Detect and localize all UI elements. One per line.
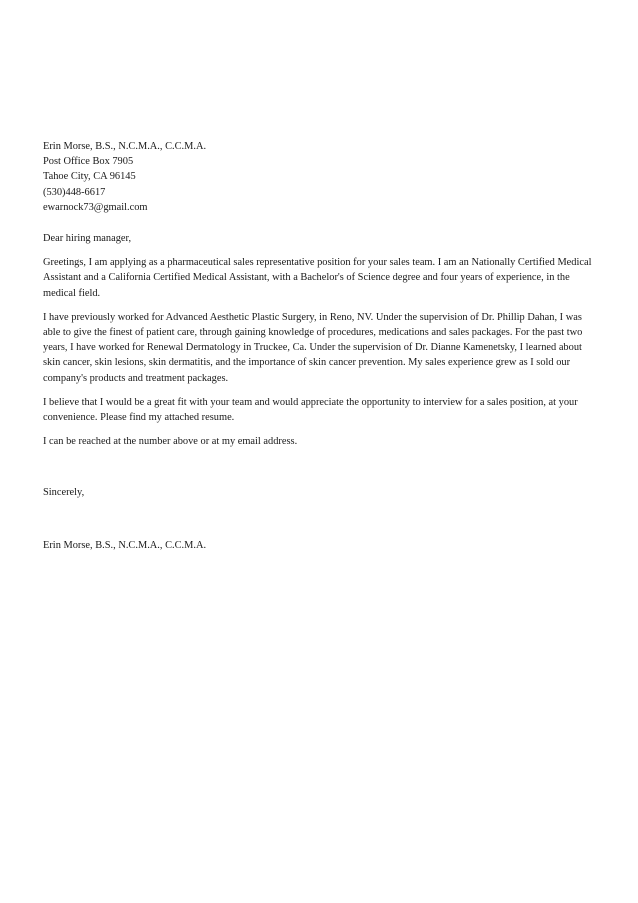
salutation: Dear hiring manager,: [43, 233, 132, 245]
body-paragraph-1: Greetings, I am applying as a pharmaceutical sales representative position for your sales team. I am an Nationally Certified Medical Assistant and a California Certified Medical Assistant, with a Bachelor's of Science degree and four years of experience, in the medical field.: [43, 257, 592, 299]
sender-phone: (530)448-6617: [43, 186, 106, 198]
sender-email: ewarnock73@gmail.com: [43, 201, 148, 213]
body-paragraph-3: I believe that I would be a great fit with your team and would appreciate the opportunity to interview for a sales position, at your convenience. Please find my attached resume.: [43, 396, 578, 424]
body-paragraph-2: I have previously worked for Advanced Aesthetic Plastic Surgery, in Reno, NV. Under the supervision of Dr. Phillip Dahan, I was able to give the finest of patient care, through gaining knowledge of procedures, medications and sales packages. For the past two years, I have worked for Renewal Dermatology in Truckee, Ca. Under the supervision of Dr. Dianne Kamenetsky, I learned about skin cancer, skin lesions, skin dermatitis, and the importance of skin cancer prevention. My sales experience grew as I sold our company's products and treatment packages.: [43, 311, 583, 384]
body-paragraph-4: I can be reached at the number above or at my email address.: [43, 436, 298, 448]
sender-address-block: [43, 139, 599, 215]
sender-address-line2: Tahoe City, CA 96145: [43, 171, 136, 183]
signature-name: Erin Morse, B.S., N.C.M.A., C.C.M.A.: [43, 539, 207, 551]
sender-name: Erin Morse, B.S., N.C.M.A., C.C.M.A.: [43, 141, 207, 152]
sender-address-line1: Post Office Box 7905: [43, 156, 134, 168]
closing: Sincerely,: [43, 487, 85, 499]
cover-letter: [43, 139, 599, 553]
